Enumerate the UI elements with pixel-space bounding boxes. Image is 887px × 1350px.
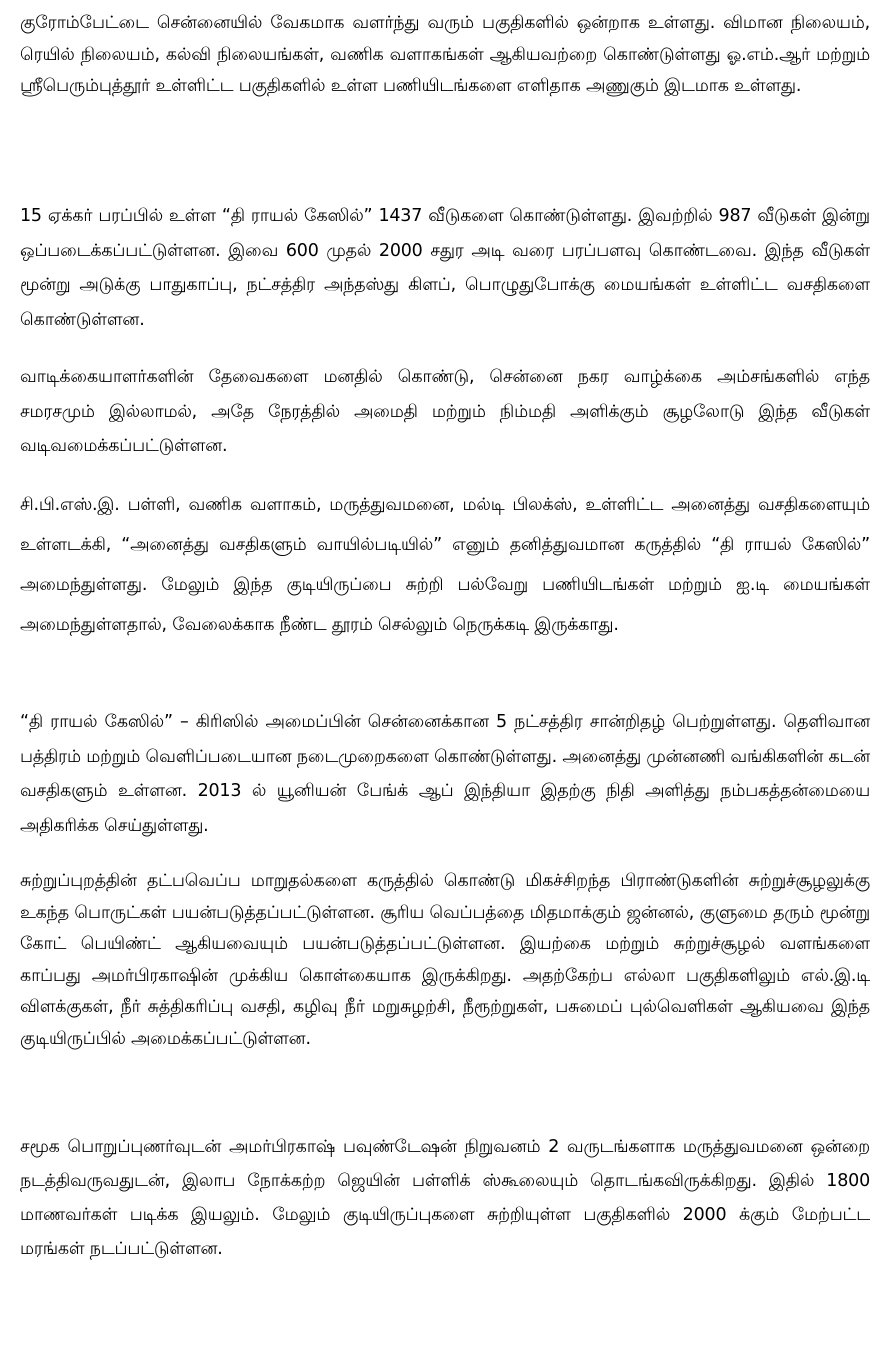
paragraph-environment: சுற்றுப்புறத்தின் தட்பவெப்ப மாறுதல்களை கருத்தில் கொண்டு மிகச்சிறந்த பிராண்டுகளின் சுற்றுச்சூழலுக்கு உகந்த பொருட்கள் பயன்படுத்தப்பட்டுள்ளன. சூரிய வெப்பத்தை மிதமாக்கும் ஜன்னல், குளுமை தரும் மூன்று கோட் பெயிண்ட் ஆகியவையும் பயன்படுத்தப்பட்டுள்ளன. இயற்கை மற்றும் சுற்றுச்சூழல் வளங்களை காப்பது அமர்பிரகாஷின் முக்கிய கொள்கையாக இருக்கிறது. அதற்கேற்ப எல்லா பகுதிகளிலும் எல்.இ.டி விளக்குகள், நீர் சுத்திகரிப்பு வசதி, கழிவு நீர் மறுசுழற்சி, நீரூற்றுகள், பசுமைப் புல்வெளிகள் ஆகியவை இந்த குடியிருப்பில் அமைக்கப்பட்டுள்ளன. [20,871,870,1049]
paragraph-location: குரோம்பேட்டை சென்னையில் வேகமாக வளர்ந்து வரும் பகுதிகளில் ஒன்றாக உள்ளது. விமான நிலையம், ரெயில் நிலையம், கல்வி நிலையங்கள், வணிக வளாகங்கள் ஆகியவற்றை கொண்டுள்ளது ஓ.எம்.ஆர் மற்றும் ஸ்ரீபெரும்புத்தூர் உள்ளிட்ட பகுதிகளில் உள்ள பணியிடங்களை எளிதாக அணுகும் இடமாக உள்ளது. [20,13,870,96]
paragraph-design: வாடிக்கையாளர்களின் தேவைகளை மனதில் கொண்டு, சென்னை நகர வாழ்க்கை அம்சங்களில் எந்த சமரசமும் இல்லாமல், அதே நேரத்தில் அமைதி மற்றும் நிம்மதி அளிக்கும் சூழலோடு இந்த வீடுகள் வடிவமைக்கப்பட்டுள்ளன. [20,367,870,456]
paragraph-amenities: சி.பி.எஸ்.இ. பள்ளி, வணிக வளாகம், மருத்துவமனை, மல்டி பிலக்ஸ், உள்ளிட்ட அனைத்து வசதிகளையும் உள்ளடக்கி, “அனைத்து வசதிகளும் வாயில்படியில்” எனும் தனித்துவமான கருத்தில் “தி ராயல் கேஸில்” அமைந்துள்ளது. மேலும் இந்த குடியிருப்பை சுற்றி பல்வேறு பணியிடங்கள் மற்றும் ஐ.டி மையங்கள் அமைந்துள்ளதால், வேலைக்காக நீண்ட தூரம் செல்லும் நெருக்கடி இருக்காது. [20,495,870,635]
paragraph-social-responsibility: சமூக பொறுப்புணர்வுடன் அமர்பிரகாஷ் பவுண்டேஷன் நிறுவனம் 2 வருடங்களாக மருத்துவமனை ஒன்றை நடத்திவருவதுடன், இலாப நோக்கற்ற ஜெயின் பள்ளிக் ஸ்கூலையும் தொடங்கவிருக்கிறது. இதில் 1800 மாணவர்கள் படிக்க இயலும். மேலும் குடியிருப்புகளை சுற்றியுள்ள பகுதிகளில் 2000 க்கும் மேற்பட்ட மரங்கள் நடப்பட்டுள்ளன. [20,1137,870,1259]
paragraph-project-size: 15 ஏக்கர் பரப்பில் உள்ள “தி ராயல் கேஸில்” 1437 வீடுகளை கொண்டுள்ளது. இவற்றில் 987 வீடுகள் இன்று ஒப்படைக்கப்பட்டுள்ளன. இவை 600 முதல் 2000 சதுர அடி வரை பரப்பளவு கொண்டவை. இந்த வீடுகள் மூன்று அடுக்கு பாதுகாப்பு, நட்சத்திர அந்தஸ்து கிளப், பொழுதுபோக்கு மையங்கள் உள்ளிட்ட வசதிகளை கொண்டுள்ளன. [20,206,870,330]
paragraph-certification: “தி ராயல் கேஸில்” – கிரிஸில் அமைப்பின் சென்னைக்கான 5 நட்சத்திர சான்றிதழ் பெற்றுள்ளது. தெளிவான பத்திரம் மற்றும் வெளிப்படையான நடைமுறைகளை கொண்டுள்ளது. அனைத்து முன்னணி வங்கிகளின் கடன் வசதிகளும் உள்ளன. 2013 ல் யூனியன் பேங்க் ஆப் இந்தியா இதற்கு நிதி அளித்து நம்பகத்தன்மையை அதிகரிக்க செய்துள்ளது. [20,712,870,836]
